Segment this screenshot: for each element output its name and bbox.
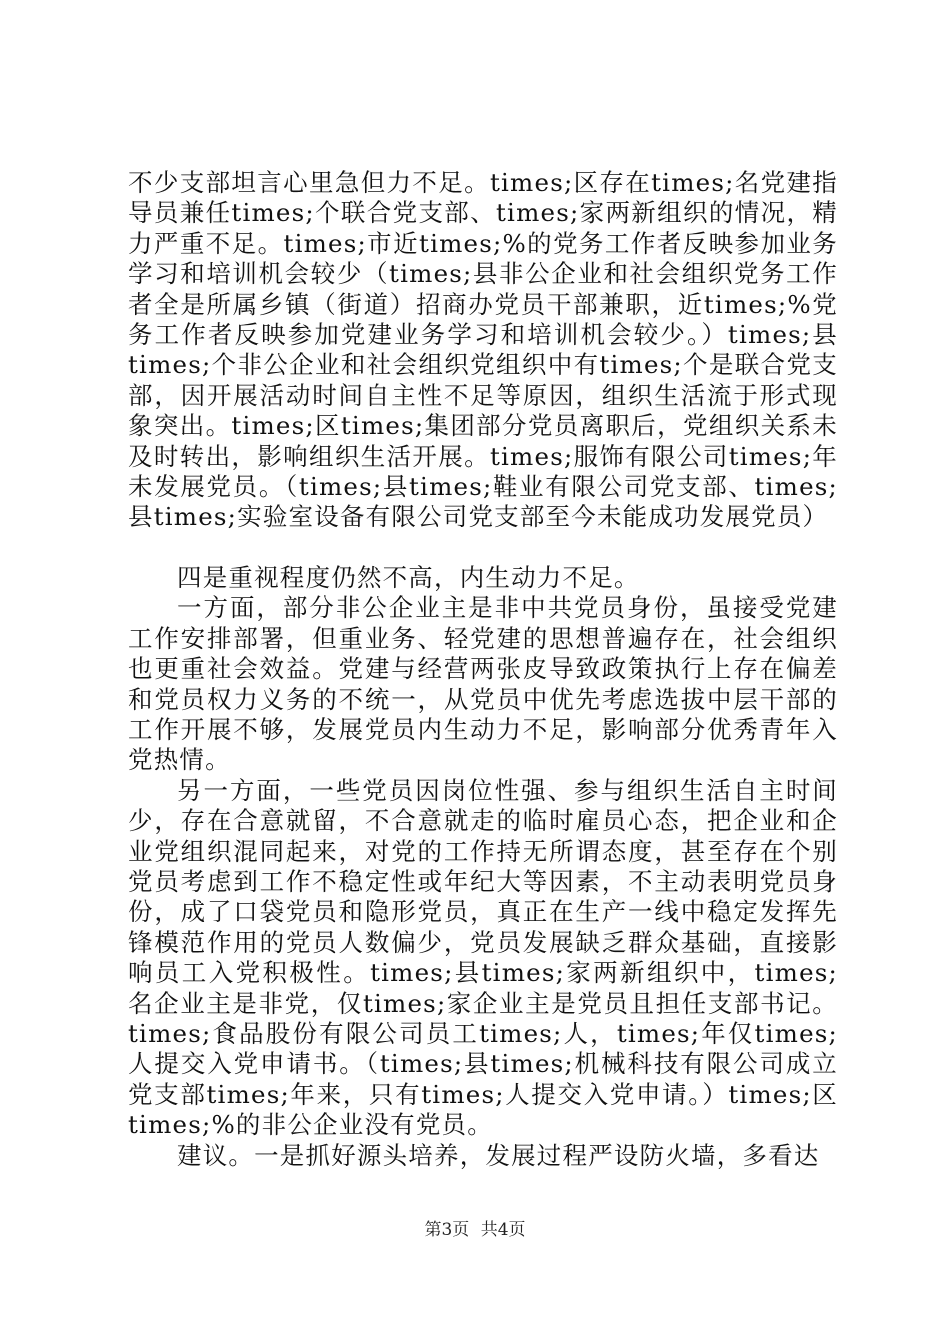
page-footer — [0, 1215, 950, 1240]
page-number: 第3页 — [424, 1220, 470, 1240]
paragraph-4: 另一方面，一些党员因岗位性强、参与组织生活自主时间少，存在合意就留，不合意就走的临时雇员心态，把企业和企业党组织混同起来，对党的工作持无所谓态度，甚至存在个别党员考虑到工作不稳定性或年纪大等因素，不主动表明党员身份，成了口袋党员和隐形党员，真正在生产一线中稳定发挥先锋模范作用的党员人数偏少，党员发展缺乏群众基础，直接影响员工入党积极性。times;县times;家两新组织中，times;名企业主是非党，仅times;家企业主是党员且担任支部书记。times;食品股份有限公司员工times;人，times;年仅times;人提交入党申请书。（times;县times;机械科技有限公司成立党支部times;年来，只有times;人提交入党申请。）times;区times;%的非公企业没有党员。 — [128, 775, 838, 1140]
page-total: 共4页 — [480, 1220, 526, 1240]
paragraph-1: 不少支部坦言心里急但力不足。times;区存在times;名党建指导员兼任times;个联合党支部、times;家两新组织的情况，精力严重不足。times;市近times;%的党务工作者反映参加业务学习和培训机会较少（times;县非公企业和社会组织党务工作者全是所属乡镇（街道）招商办党员干部兼职，近times;%党务工作者反映参加党建业务学习和培训机会较少。）times;县times;个非公企业和社会组织党组织中有times;个是联合党支部，因开展活动时间自主性不足等原因，组织生活流于形式现象突出。times;区times;集团部分党员离职后，党组织关系未及时转出，影响组织生活开展。times;服饰有限公司times;年未发展党员。（times;县times;鞋业有限公司党支部、times;县times;实验室设备有限公司党支部至今未能成功发展党员） — [128, 168, 838, 532]
document-body — [128, 168, 838, 1171]
paragraph-2: 四是重视程度仍然不高，内生动力不足。 — [177, 562, 640, 592]
paragraph-3: 一方面，部分非公企业主是非中共党员身份，虽接受党建工作安排部署，但重业务、轻党建的思想普遍存在，社会组织也更重社会效益。党建与经营两张皮导致政策执行上存在偏差和党员权力义务的不统一，从党员中优先考虑选拔中层干部的工作开展不够，发展党员内生动力不足，影响部分优秀青年入党热情。 — [128, 593, 838, 775]
paragraph-5: 建议。一是抓好源头培养，发展过程严设防火墙，多看达 — [177, 1140, 820, 1170]
